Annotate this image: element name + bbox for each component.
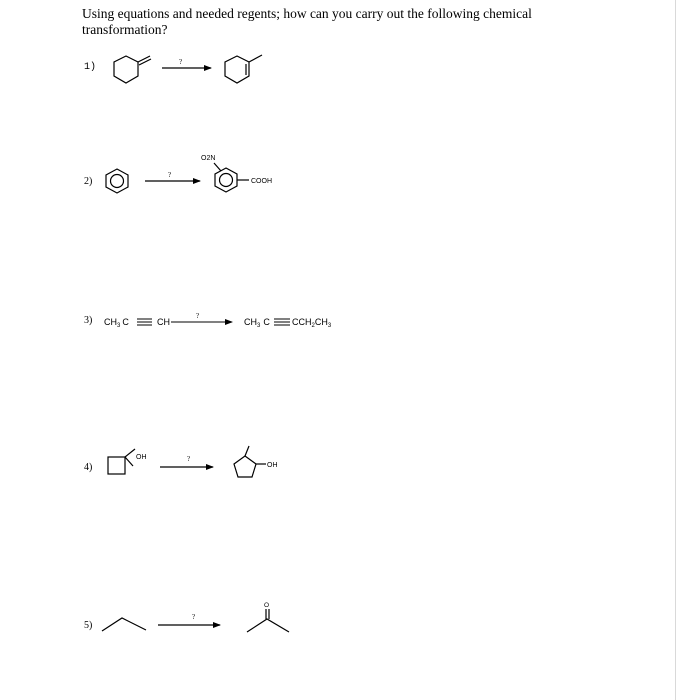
p3-reactant-end: CH <box>157 317 170 327</box>
p3-arrow-label: ? <box>196 312 200 320</box>
p4-arrow-label: ? <box>187 455 191 463</box>
problem-4-number: 4) <box>84 462 93 473</box>
p1-reactant-cyclohexane <box>114 56 138 83</box>
p2-carboxyl-group: COOH <box>251 178 272 185</box>
p4-product-cyclopentane <box>234 456 256 477</box>
question-line-2: transformation? <box>82 22 168 37</box>
problem-1-scheme <box>114 55 262 83</box>
p3-product-formula: $CH_3$ C <box>244 317 270 329</box>
p3-product-tail: $CCH_2CH_3$ <box>292 317 332 329</box>
p5-reactant-propane <box>102 618 146 631</box>
question-line-1: Using equations and needed regents; how can you carry out the following chemical <box>82 6 532 21</box>
p2-reactant-benzene <box>106 169 128 193</box>
p5-arrow-label: ? <box>192 613 196 621</box>
problem-2-scheme <box>106 163 249 193</box>
p2-nitro-group: O2N <box>201 155 216 162</box>
p4-reactant-hydroxyl: OH <box>136 454 147 461</box>
p2-product-ring <box>215 168 237 192</box>
problem-2-number: 2) <box>84 176 93 187</box>
problem-1-number: 1) <box>84 62 97 73</box>
p4-reactant-cyclobutane <box>108 457 125 474</box>
p2-arrow-label: ? <box>168 171 172 179</box>
p5-product-acetone <box>247 619 289 632</box>
problem-5-number: 5) <box>84 620 93 631</box>
p3-reactant-formula: $CH_3$ C <box>104 317 129 329</box>
p5-carbonyl-oxygen: O <box>264 602 270 609</box>
problem-3-number: 3) <box>84 315 93 326</box>
p1-arrow-label: ? <box>179 58 183 66</box>
p4-product-hydroxyl: OH <box>267 462 278 469</box>
problem-5-scheme <box>102 609 289 632</box>
